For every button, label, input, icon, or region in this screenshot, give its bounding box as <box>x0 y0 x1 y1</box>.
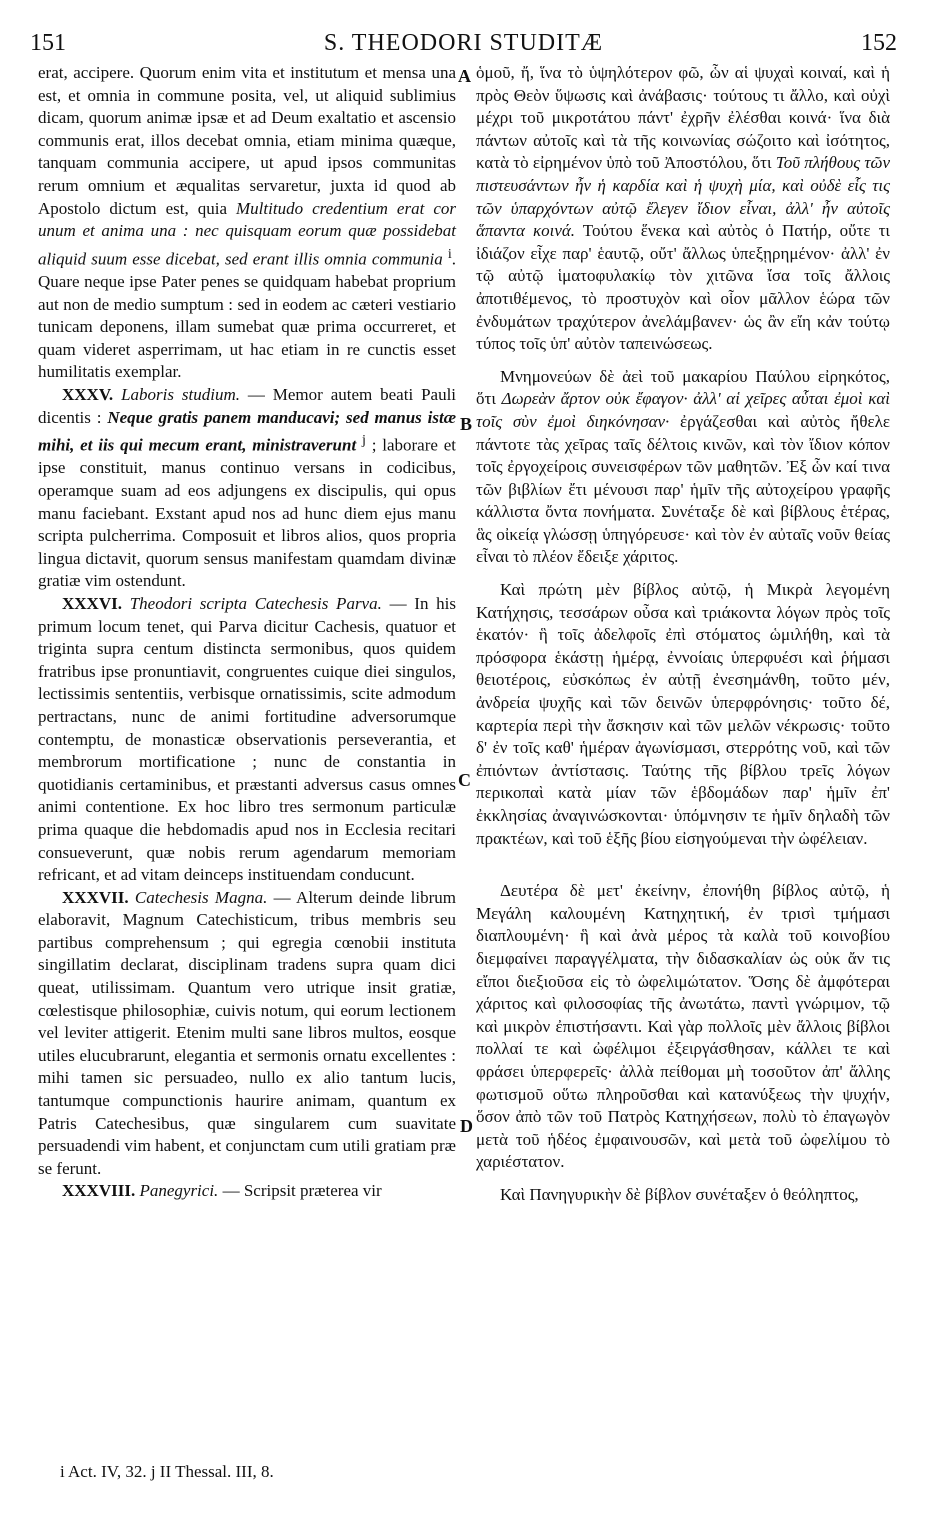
margin-marker-d: D <box>460 1116 473 1136</box>
latin-text: — In his primum locum tenet, qui Parva dicitur Cachesis, quatuor et triginta supra centum distincta sermonibus, quos quidem fratribus ipse pronuntiavit, congruentes cuique diei singulos, lectissimis sententiis, verbisque ornatissimis, scite admodum pertractans, nunc de animi fortitudine adversorumque contemptu, de monasticæ observationis perseverantia, et membrorum mortificatione ; nunc de constantia in quotidianis certaminibus, et præstanti adversus casus omnes animi contentione. Ex hoc libro tres sermonum particulæ prima quaque die hebdomadis apud nos in Ecclesia recitari consueverunt, quæ nobis rerum agendarum memoriam refricant, et ad vitam deinceps instituendam conducunt. <box>38 593 457 885</box>
running-title: S. THEODORI STUDITÆ <box>323 30 604 56</box>
greek-text: Τούτου ἕνεκα καὶ αὐτὸς ὁ Πατήρ, οὔτε τι ἰδιάζον εἶχε παρ' ἑαυτῷ, οὔτ' ἄλλως ὑπεξῃρημένον· ἀλλ' ἐν τῷ αὐτῷ ἱματοφυλακίῳ τὸν χιτῶνα ἴσα τοῖς ἄλλοις ἀποτιθέμενος, τὸ προστυχὸν καὶ οἷον μᾶλλον ἑώρα τῶν ἐνδυμάτων τραχύτερον ἀνελάμβανεν· ὡς ἂν εἴη κἀν τούτῳ τύπος τοῖς ὑπ' αὐτὸν ταπεινώσεως. <box>476 221 890 354</box>
latin-paragraph-1 <box>38 62 456 384</box>
margin-marker-c: C <box>458 770 471 790</box>
footnote-ref: i <box>447 245 452 262</box>
footnotes: i Act. IV, 32. j II Thessal. III, 8. <box>60 1462 274 1481</box>
greek-paragraph-3 <box>476 579 890 850</box>
page-number-left: 151 <box>30 30 66 56</box>
section-35 <box>38 384 456 593</box>
section-37 <box>38 887 456 1181</box>
section-36 <box>38 593 456 887</box>
greek-paragraph-1 <box>476 62 890 356</box>
greek-text: Καὶ Πανηγυρικὴν δὲ βίβλον συνέταξεν ὁ θεόληπτος, <box>500 1184 859 1204</box>
latin-text: — Alterum deinde librum elaboravit, Magnum Catechisticum, tribus membris seu partibus comprehensum ; qui egregia cœnobii instituta singillatim declarat, disciplinam tradens supra quam dici queat, utilissimam. Quantum vero utrique insit gratiæ, cœlestisque philosophiæ, cuivis notum, qui eorum lectionem vel leviter attigerit. Etenim multi sane libros multos, eosque utiles elucubrarunt, elegantia et sermonis ornatu excellentes : mihi tamen sic persuadeo, nullo ex alio tantum lucis, tantumque compunctionis haurire animam, quantum ex Patris Catechesibus, quæ singularem cum suavitate persuadendi vim habent, et conjunctam cum utili gratiam præ se ferunt. <box>38 887 456 1178</box>
greek-paragraph-4 <box>476 880 890 1174</box>
section-number: XXXVIII. <box>62 1181 136 1201</box>
greek-text: ἐργάζεσθαι καὶ αὐτὸς ἤθελε πάντοτε τὰς χεῖρας ταῖς δέλτοις κινῶν, καὶ τὸν ἴδιον κόπον τοῖς ἐργοχείροις συνεισφέρων τῶν μαθητῶν. Ἐξ ὧν καί τινα τῶν βιβλίων ἔτι μένουσι παρ' ἡμῖν τῆς αὐτοχείρου γραφῆς κάλλιστα ὄντα πονήματα. Συνέταξε δὲ καὶ βίβλους ἑτέρας, ἃς οἰκείᾳ γλώσσῃ ὑπηγόρευσε· καὶ τὸν ἐν αὐταῖς νοῦν θείας εἶναι τὸ πλέον ἔδειξε χάριτος. <box>476 411 890 567</box>
margin-marker-a: A <box>458 66 471 86</box>
margin-marker-b: B <box>460 414 473 434</box>
scripture-quote: Δωρεὰν ἄρτον οὐκ ἔφαγον· ἀλλ' αἱ χεῖρες αὗται ἐμοὶ καὶ τοῖς σὺν ἐμοὶ διηκόνησαν· <box>476 389 891 431</box>
greek-paragraph-5 <box>476 1184 890 1207</box>
section-title: Panegyrici. <box>139 1181 219 1201</box>
greek-text: Καὶ πρώτη μὲν βίβλος αὐτῷ, ἡ Μικρὰ λεγομένη Κατήχησις, τεσσάρων οὖσα καὶ τριάκοντα λόγων πρὸς τοῖς ἑκατόν· ἣ τοῖς ἀδελφοῖς ἐπὶ στόματος ὡμιλήθη, καὶ τὰ πρόσφορα ἑκάστῃ ἡμέρᾳ, ἐννοίαις ὑπερφυέσι καὶ ῥήμασι θειοτέροις, εὐσκόπως ἐν αὐτῇ ἐνεσημάνθη, τοῦτο μέν, ἀνδρεία ψυχῆς καὶ τῶν δεινῶν ὑπερφρόνησις· τοῦτο δέ, καρτερία περὶ τὴν ἄσκησιν καὶ τῶν μελῶν νέκρωσις· τοῦτο δ' ἐν τοῖς καθ' ἡμέραν ἀγωνίσμασι, στερρότης νοῦ, καὶ τῶν ἐπιόντων ἀντίστασις. Ταύτης τῆς βίβλου τρεῖς λόγων περικοπαὶ κατὰ μίαν τῶν ἑβδομάδων παρ' ἡμῖν ἐπ' ἐκκλησίας ἀναγινώσκονται· ὑπόμνησιν τε ἡμῖν δηλαδὴ τῶν πρακτέων, καὶ τοῦ ἑξῆς βίου εἰσηγούμεναι τὴν ὠφέλειαν. <box>476 580 890 848</box>
latin-text: — Memor autem beati Pauli dicentis : <box>38 384 457 427</box>
latin-text: erat, accipere. Quorum enim vita et institutum et mensa una est, et omnia in commune posita, vel, ut aliquid sublimius dicam, quorum animæ ipsæ et ad Deum exaltatio et ascensio communis erat, illos decebat omnia, etiam minima quæque, tanquam communia accipere, ut apud ipsos communitas rerum omnium et æqualitas servaretur, juxta id quod ab Apostolo dictum est, quia <box>38 63 456 218</box>
section-38 <box>38 1180 456 1203</box>
section-number: XXXVII. <box>62 887 129 907</box>
latin-text: — Scripsit præterea vir <box>218 1181 382 1201</box>
greek-text: Μνημονεύων δὲ ἀεὶ τοῦ μακαρίου Παύλου εἰρηκότος, ὅτι <box>476 366 890 409</box>
latin-text: . Quare neque ipse Pater penes se quidquam habebat proprium aut non de medio sumptum : sed in eodem ac cæteri vestiario tunicam deponens, illam sumebat quæ prima occurreret, et quam videret asperrimam, ut hac etiam in re cunctis esset humilitatis exemplar. <box>38 249 456 382</box>
scripture-quote: Multitudo credentium erat cor unum et anima una : nec quisquam eorum quæ possidebat aliquid suum esse dicebat, sed erant illis omnia communia <box>38 198 456 269</box>
section-number: XXXV. <box>62 384 114 404</box>
scripture-quote: Τοῦ πλήθους τῶν πιστευσάντων ἦν ἡ καρδία καὶ ἡ ψυχὴ μία, καὶ οὐδὲ εἷς τις τῶν ὑπαρχόντων αὐτῷ ἔλεγεν ἴδιον εἶναι, ἀλλ' ἦν αὐτοῖς ἅπαντα κοινά. <box>476 153 890 241</box>
section-number: XXXVI. <box>62 593 122 613</box>
latin-text: ; laborare et ipse constituit, manus continuo versans in codicibus, operamque suam ad eos adjungens ex discipulis, qui opus manu faciebant. Exstant apud nos ad hunc diem ejus manu scripta pulcherrima. Composuit et libros alios, quos propria lingua dictavit, quorum sensus manifestam quamdam divinæ gratiæ vim ostendunt. <box>38 435 456 591</box>
greek-column <box>476 62 890 1207</box>
section-title: Laboris studium. <box>121 384 240 404</box>
latin-column <box>38 62 456 1203</box>
greek-paragraph-2 <box>476 366 890 569</box>
scripture-quote: Neque gratis panem manducavi; sed manus istæ mihi, et iis qui mecum erant, ministraverunt <box>38 407 456 455</box>
page-number-right: 152 <box>861 30 897 56</box>
footnote-ref: j <box>361 432 366 449</box>
greek-text: Δευτέρα δὲ μετ' ἐκείνην, ἐπονήθη βίβλος αὐτῷ, ἡ Μεγάλη καλουμένη Κατηχητική, ἐν τρισὶ τμήμασι διαπλουμένη· ἣ καὶ ἀνὰ μέρος τὰ καλὰ τοῦ κοινοβίου διεμφαίνει παραγγέλματα, τὴν διδασκαλίαν ὡς οὐκ ἄν τις εἴποι διεξιοῦσα εἰς τὸ ὠφελιμώτατον. Ὅσης δὲ ἀμφότεραι χάριτος καὶ φιλοσοφίας τῆς ἀνωτάτω, παντὶ γνώριμον, τῷ καὶ μικρὸν ἐπιστήσαντι. Καὶ γὰρ πολλοῖς μὲν ἄλλοις βίβλοι πολλαί τε καὶ ὠφέλιμοι ἐξειργάσθησαν, κάλλει τε καὶ φράσει ὑπερφερεῖς· ἀλλὰ πείθομαι μὴ τοσοῦτον ἀπ' ἄλλης φωτισμοῦ οὕτω πληροῦσθαι καὶ κατανύξεως τὴν ψυχήν, ὅσον ἀπὸ τῶν τοῦ Πατρὸς Κατηχήσεων, πολὺ τὸ ἐπαγωγὸν μετὰ τοῦ ἡδέος ἐμφαινουσῶν, καὶ μετὰ τοῦ ὠφελίμου τὸ χαριέστατον. <box>476 881 890 1172</box>
section-title: Theodori scripta Catechesis Parva. <box>129 593 382 613</box>
page-header <box>30 30 897 62</box>
greek-text: ὁμοῦ, ἤ, ἵνα τὸ ὑψηλότερον φῶ, ὧν αἱ ψυχαὶ κοιναί, καὶ ἡ πρὸς Θεὸν ὕψωσις καὶ ἀνάβασις· τούτους τι ἄλλο, καὶ οὐχὶ μέχρι τοῦ μικροτάτου πάντ' ἐχρῆν ἐλέσθαι κοινά· ἵνα διὰ πάντων αὐτοῖς καὶ τὰ τῆς κοινωνίας σώζοιτο καὶ ἰσότητος, κατὰ τὸ εἰρημένον ὑπὸ τοῦ Ἀποστόλου, ὅτι <box>476 63 890 173</box>
section-title: Catechesis Magna. <box>134 887 268 907</box>
